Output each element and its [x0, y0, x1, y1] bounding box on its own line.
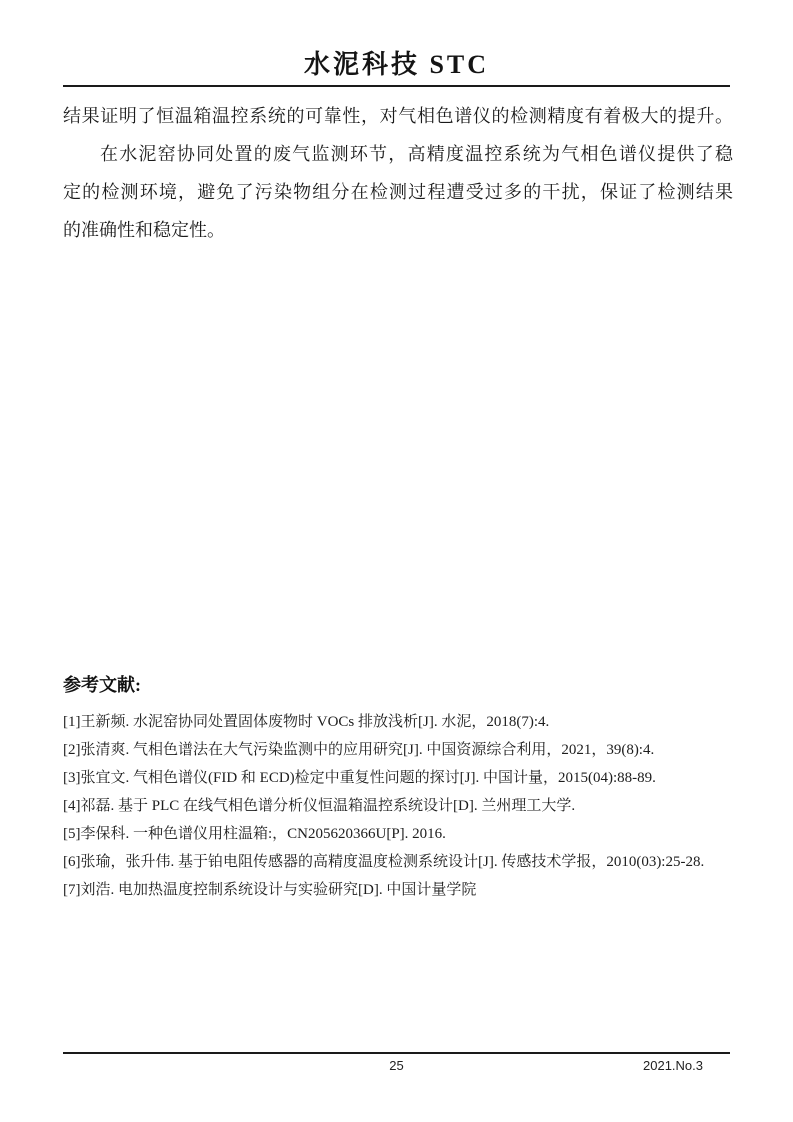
paragraph-line: 的准确性和稳定性。	[63, 220, 225, 240]
header-rule	[63, 85, 730, 87]
references-section	[63, 672, 735, 904]
reference-item: [7]刘浩. 电加热温度控制系统设计与实验研究[D]. 中国计量学院	[63, 882, 477, 898]
reference-item: [1]王新频. 水泥窑协同处置固体废物时 VOCs 排放浅析[J]. 水泥，2018(7):4.	[63, 714, 550, 730]
paragraph-line: 定的检测环境，避免了污染物组分在检测过程遭受过多的干扰，保证了检测结果	[63, 182, 733, 202]
page-number: 25	[389, 1058, 404, 1073]
issue-label: 2021.No.3	[643, 1058, 703, 1073]
references-list	[63, 708, 735, 904]
reference-item: [3]张宜文. 气相色谱仪(FID 和 ECD)检定中重复性问题的探讨[J]. 中国计量，2015(04):88-89.	[63, 770, 656, 786]
paragraphs	[63, 97, 733, 249]
references-heading: 参考文献:	[63, 675, 141, 695]
paragraph-line: 结果证明了恒温箱温控系统的可靠性，对气相色谱仪的检测精度有着极大的提升。	[63, 106, 733, 126]
reference-item: [4]祁磊. 基于 PLC 在线气相色谱分析仪恒温箱温控系统设计[D]. 兰州理工大学.	[63, 798, 576, 814]
body-text	[63, 97, 733, 249]
reference-item: [6]张瑜，张升伟. 基于铂电阻传感器的高精度温度检测系统设计[J]. 传感技术学报，2010(03):25-28.	[63, 854, 705, 870]
reference-item: [5]李保科. 一种色谱仪用柱温箱:，CN205620366U[P]. 2016.	[63, 826, 446, 842]
page-footer	[63, 1058, 730, 1078]
footer-rule	[63, 1052, 730, 1054]
paragraph-line: 在水泥窑协同处置的废气监测环节，高精度温控系统为气相色谱仪提供了稳	[100, 144, 733, 164]
reference-item: [2]张清爽. 气相色谱法在大气污染监测中的应用研究[J]. 中国资源综合利用，2021，39(8):4.	[63, 742, 655, 758]
journal-title: 水泥科技 STC	[303, 50, 490, 79]
